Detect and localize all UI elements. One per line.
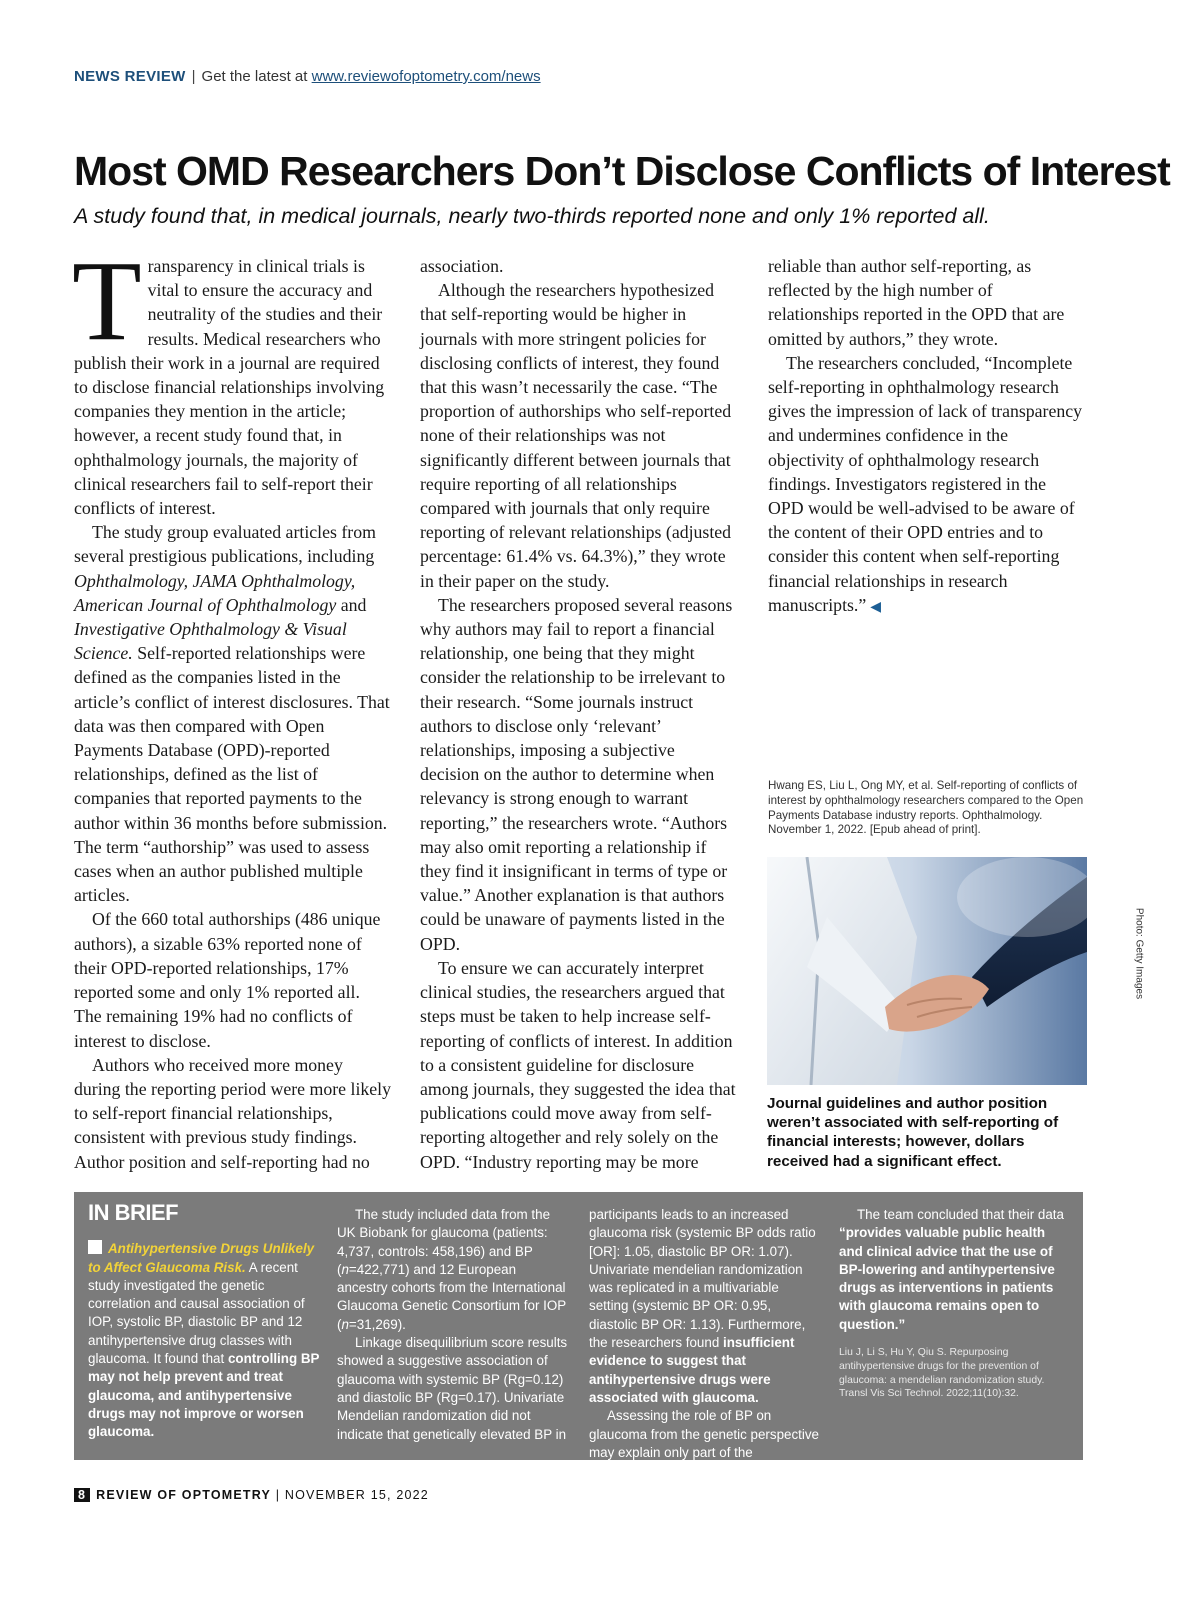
n-symbol: n [341, 1316, 349, 1332]
in-brief-text-1: A recent study investigated the genetic correlation and causal association of IOP, systolic BP, diastolic BP and 12 antihypertensive drug classes with glaucoma. It found that [88, 1259, 305, 1367]
article-column-3 [768, 254, 1086, 620]
page-footer [74, 1488, 429, 1502]
in-brief-text-3: Linkage disequilibrium score results showed a suggestive association of glaucoma with systemic BP (Rg=0.12) and diastolic BP (Rg=0.17). Univariate Mendelian randomization did not indicate that genetically elevated BP in [337, 1335, 568, 1442]
in-brief-bold-5: “provides valuable public health and clinical advice that the use of BP-lowering and antihypertensive drugs as interventions in patients with glaucoma remains open to question.” [839, 1225, 1055, 1332]
in-brief-text-2c: =31,269). [348, 1316, 406, 1332]
photo-credit: Photo: Getty Images [1133, 907, 1145, 1000]
issue-date: NOVEMBER 15, 2022 [284, 1488, 429, 1502]
article-paragraph-6: The researchers proposed several reasons why authors may fail to report a financial relationship, one being that they might consider the relationship to be irrelevant to their research. “Some journals instruct authors to disclose only ‘relevant’ relationships, imposing a subjective decision on the author to determine when relevancy is strong enough to warrant reporting,” the researchers wrote. “Authors may also omit reporting a relationship if they find it insignificant in terms of type or value.” Another explanation is that authors could be unaware of payments listed in the OPD. [420, 594, 733, 954]
in-brief-text-2a: The study included data from the UK Biobank for glaucoma (patients: 4,737, controls: 458,196) and BP ( [337, 1207, 551, 1277]
article-paragraph-4: Authors who received more money during the reporting period were more likely to self-report financial relationships, consistent with previous study findings. Author position and self-reporting had no [74, 1054, 391, 1172]
article-paragraph-2 [74, 520, 391, 907]
in-brief-text-2b: =422,771) and 12 European ancestry cohorts from the International Glaucoma Genetic Consortium for IOP ( [337, 1261, 566, 1332]
paragraph-1-text: ransparency in clinical trials is vital to ensure the accuracy and neutrality of the studies and their results. Medical researchers who publish their work in a journal are required to disclose financial relationships involving companies they mention in the article; however, a recent study found that, in ophthalmology journals, the majority of clinical researchers fail to self-report their conflicts of interest. [74, 256, 385, 519]
section-header [74, 68, 541, 85]
in-brief-bold-3: evidence to suggest that antihypertensive drugs were associated with glaucoma. [589, 1353, 771, 1405]
article-paragraph-4-continued: association. [420, 256, 504, 276]
in-brief-headline: Antihypertensive Drugs Unlikely to Affect Glaucoma Risk. [88, 1241, 315, 1275]
journal-names-1: Ophthalmology, JAMA Ophthalmology, American Journal of Ophthalmology [74, 570, 356, 615]
page-number: 8 [74, 1488, 90, 1502]
footer-divider: | [275, 1488, 281, 1502]
handshake-illustration [767, 857, 1087, 1085]
paragraph-8-text: The researchers concluded, “Incomplete self-reporting in ophthalmology research gives the impression of lack of transparency and undermines confidence in the objectivity of ophthalmology research findings. Investigators registered in the OPD would be well-advised to be aware of the content of their OPD entries and to consider this content when self-reporting financial relationships in research manuscripts.” [768, 352, 1083, 615]
in-brief-column-4 [839, 1206, 1069, 1401]
photo-caption: Journal guidelines and author position weren’t associated with self-reporting of financial interests; however, dollars received had a significant effect. [767, 1095, 1059, 1170]
article-column-2 [420, 254, 736, 1174]
in-brief-column-1 [88, 1200, 326, 1442]
in-brief-paragraph-4: Assessing the role of BP on glaucoma from the genetic perspective may explain only part of the association. [589, 1408, 819, 1479]
article-reference: Hwang ES, Liu L, Ong MY, et al. Self-reporting of conflicts of interest by ophthalmology researchers compared to the Open Payments Database industry reports. Ophthalmology. November 1, 2022. [Epub ahead of print]. [768, 779, 1084, 837]
article-paragraph-1 [72, 237, 391, 520]
article-paragraph-8 [768, 351, 1086, 620]
square-bullet-icon [88, 1240, 102, 1254]
in-brief-bold-1: controlling BP may not help prevent and treat glaucoma, and antihypertensive drugs may not improve or worsen glaucoma. [88, 1351, 320, 1440]
paragraph-2-text-b: Self-reported relationships were defined as the companies listed in the article’s conflict of interest disclosures. That data was then compared with Open Payments Database (OPD)-reported relationships, defined as the list of companies that reported payments to the author within 36 months before submission. The term “authorship” was used to assess cases when an author published multiple articles. [74, 643, 390, 906]
in-brief-title: IN BRIEF [88, 1200, 179, 1225]
in-brief-text-5: The team concluded that their data [857, 1207, 1064, 1222]
in-brief-box [74, 1192, 1083, 1479]
in-brief-reference: Liu J, Li S, Hu Y, Qiu S. Repurposing antihypertensive drugs for the prevention of glaucoma: a mendelian randomization study. Transl Vis Sci Technol. 2022;11(10):32. [839, 1347, 1045, 1400]
in-brief-paragraph-3 [337, 1334, 569, 1444]
in-brief-column-3 [589, 1206, 821, 1480]
article-paragraph-5: Although the researchers hypothesized that self-reporting would be higher in journals with more stringent policies for disclosing conflicts of interest, they found that this wasn’t necessarily the case. “The proportion of authorships who self-reported none of their relationships was not significantly different between journals that require reporting of all relationships compared with journals that only require reporting of relevant relationships (adjusted percentage: 61.4% vs. 64.3%),” they wrote in their paper on the study. [420, 280, 732, 591]
in-brief-paragraph-1 [88, 1240, 326, 1441]
header-divider: | [191, 68, 196, 85]
article-subtitle: A study found that, in medical journals, nearly two-thirds reported none and only 1% reported all. [74, 204, 990, 228]
section-label: NEWS REVIEW [74, 68, 186, 85]
article-column-1 [72, 237, 391, 1174]
in-brief-bold-3: insufficient [723, 1335, 795, 1351]
publication-name: REVIEW OF OPTOMETRY [96, 1488, 272, 1502]
article-title: Most OMD Researchers Don’t Disclose Conflicts of Interest [74, 148, 1170, 194]
in-brief-paragraph-3-continued [589, 1206, 821, 1407]
article-paragraph-3: Of the 660 total authorships (486 unique authors), a sizable 63% reported none of their OPD-reported relationships, 17% reported some and only 1% reported all. The remaining 19% had no conflicts of interest to disclose. [74, 909, 381, 1051]
header-prefix: Get the latest at [201, 68, 308, 85]
article-paragraph-7: To ensure we can accurately interpret clinical studies, the researchers argued that steps must be taken to help increase self-reporting of conflicts of interest. In addition to a consistent guideline for disclosure among journals, they suggested the idea that publications could move away from self-reporting altogether and rely solely on the OPD. “Industry reporting may be more [420, 957, 736, 1172]
paragraph-2-and: and [336, 594, 367, 615]
in-brief-column-2 [337, 1206, 569, 1444]
news-url-link[interactable]: www.reviewofoptometry.com/news [311, 68, 541, 85]
n-symbol: n [341, 1261, 349, 1277]
journal-names-2: Investigative Ophthalmology & Visual Science. [74, 619, 347, 664]
paragraph-2-text-a: The study group evaluated articles from several prestigious publications, including [74, 522, 376, 567]
article-paragraph-7-continued: reliable than author self-reporting, as reflected by the high number of relationships reported in the OPD that are omitted by authors,” they wrote. [768, 256, 1065, 349]
drop-cap: T [72, 237, 142, 364]
in-brief-text-3: participants leads to an increased glaucoma risk (systemic BP odds ratio [OR]: 1.05, diastolic BP OR: 1.07). Univariate mendelian randomization was replicated in a multivariable setting (systemic BP OR: 0.95, diastolic BP OR: 1.13). Furthermore, the researchers found [589, 1207, 816, 1351]
end-mark-icon: ◀ [870, 599, 882, 615]
handshake-photo [767, 857, 1087, 1085]
in-brief-paragraph-5 [839, 1206, 1069, 1334]
in-brief-paragraph-2 [337, 1206, 569, 1334]
